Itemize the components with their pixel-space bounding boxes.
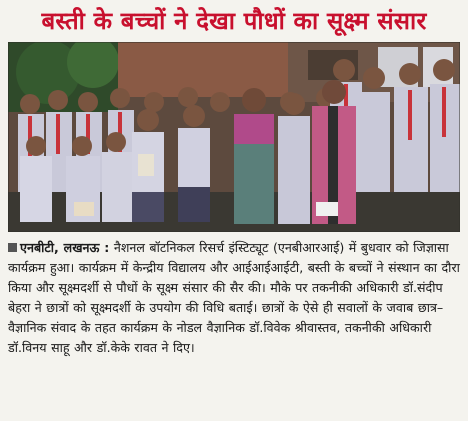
headline: बस्ती के बच्चों ने देखा पौधों का सूक्ष्म संसार <box>41 5 427 35</box>
article-body: नैशनल बॉटनिकल रिसर्च इंस्टिट्यूट (एनबीआरआई) में बुधवार को जिज्ञासा कार्यक्रम हुआ। कार्यक्रम में केन्द्रीय विद्यालय और आईआईआईटी, बस्ती के बच्चों ने संस्थान का दौरा किया और सूक्ष्मदर्शी से पौधों के सूक्ष्म संसार की सैर की। मौके पर तकनीकी अधिकारी डॉ.संदीप बेहरा ने छात्रों को सूक्ष्मदर्शी के उपयोग की विधि बताई। छात्रों के ऐसे ही सवालों के जवाब छात्र–वैज्ञानिक संवाद के तहत कार्यक्रम के नोडल वैज्ञानिक डॉ.विवेक श्रीवास्तव, तकनीकी अधिकारी डॉ.विनय साहू और डॉ.केके रावत ने दिए। <box>8 240 460 355</box>
group-photo <box>8 42 460 232</box>
group-photo-illustration <box>8 42 460 232</box>
square-bullet-icon <box>8 243 17 252</box>
article-text <box>8 238 462 358</box>
dateline: एनबीटी, लखनऊ : <box>20 240 110 255</box>
